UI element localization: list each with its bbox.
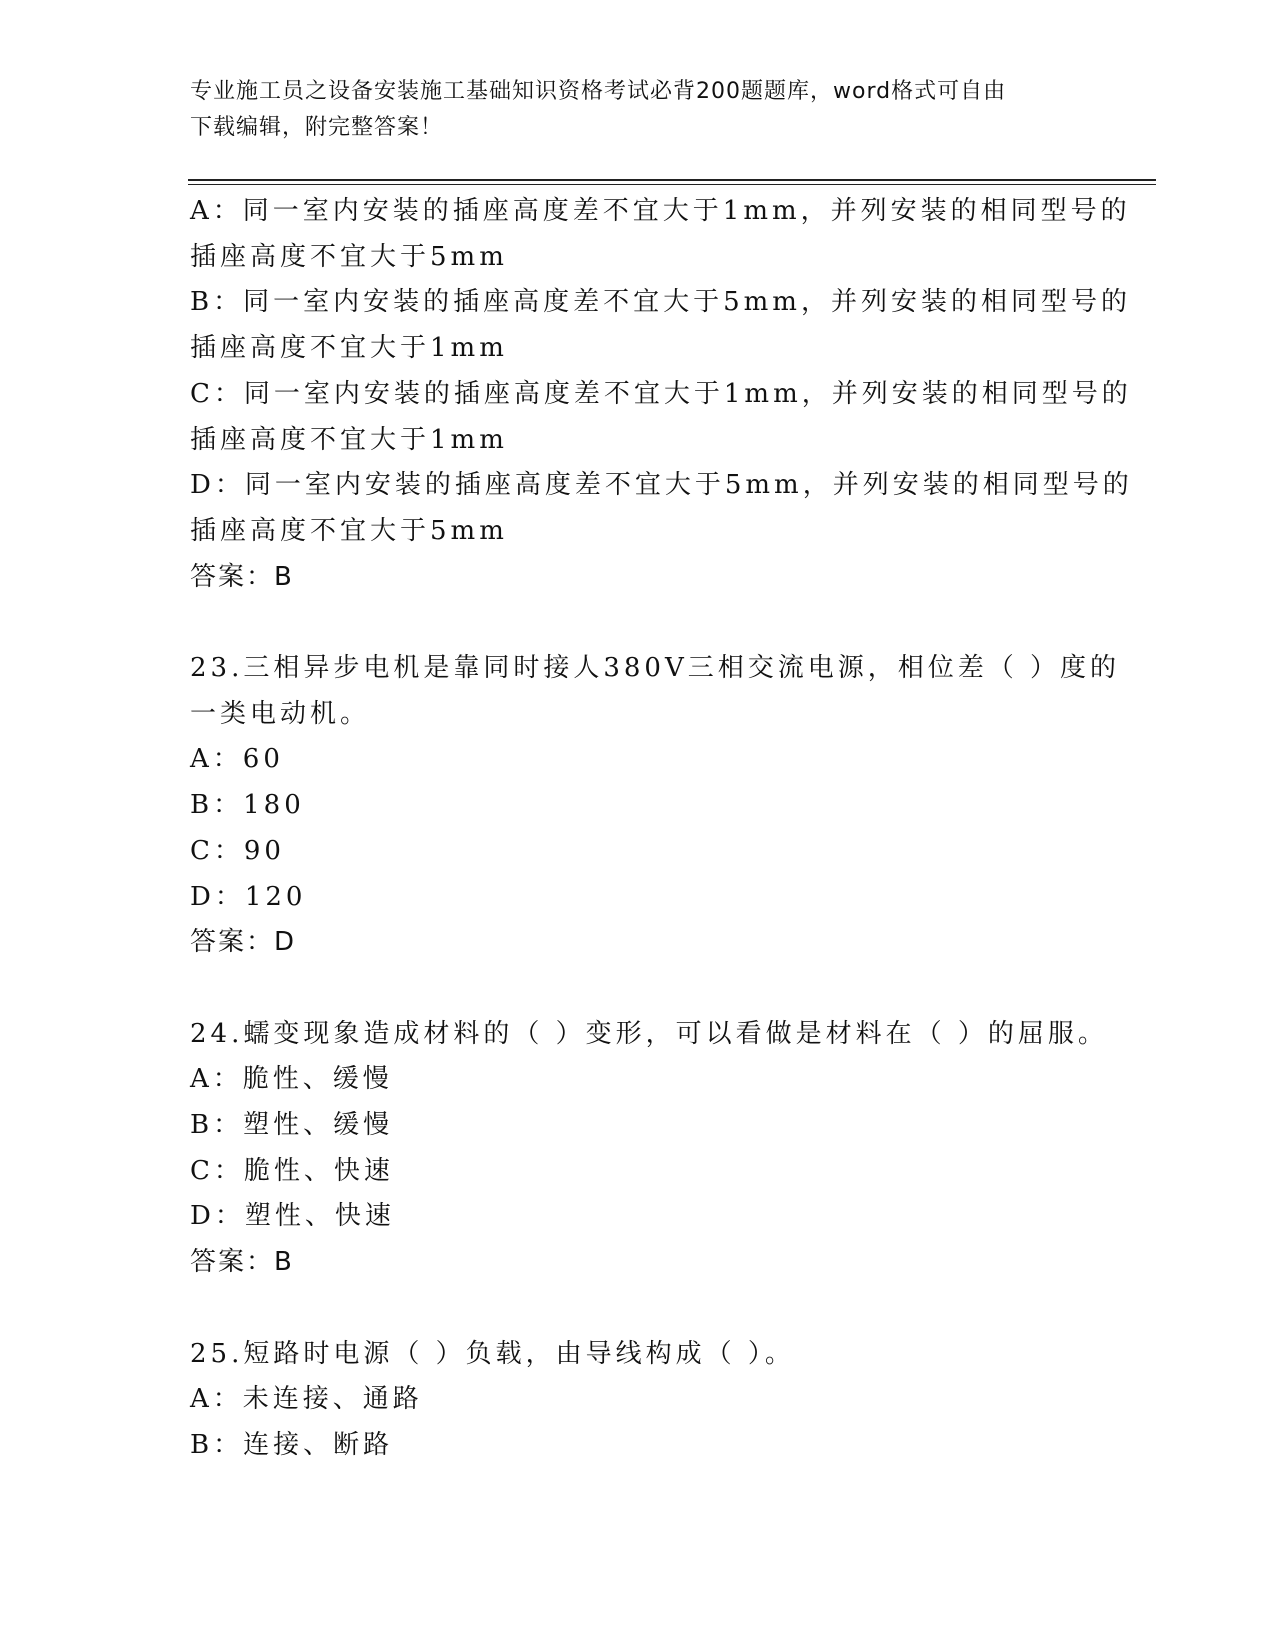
- option-c: C：90: [190, 835, 285, 866]
- question-22: [190, 189, 1133, 600]
- spacer: [190, 600, 1090, 646]
- option-a: A：脆性、缓慢: [190, 1064, 393, 1095]
- spacer: [190, 1286, 1090, 1332]
- option-a-line-1: A：同一室内安装的插座高度差不宜大于1mm，并列安装的相同型号的: [190, 196, 1131, 226]
- header-title-line-2: 下载编辑，附完整答案！: [190, 115, 444, 140]
- question-stem: 25.短路时电源（ ）负载，由导线构成（ ）。: [190, 1338, 795, 1369]
- question-stem: 24.蠕变现象造成材料的（ ）变形，可以看做是材料在（ ）的屈服。: [190, 1018, 1108, 1049]
- option-b: B：连接、断路: [190, 1429, 394, 1460]
- option-b-line-2: 插座高度不宜大于1mm: [190, 333, 508, 364]
- question-list: [190, 189, 1133, 1469]
- option-a: A：未连接、通路: [190, 1384, 423, 1415]
- option-a-line-2: 插座高度不宜大于5mm: [190, 241, 508, 272]
- answer: 答案：D: [190, 927, 297, 958]
- question-25: [190, 1332, 1090, 1469]
- answer: 答案：B: [190, 1247, 294, 1278]
- option-a: A：60: [190, 744, 284, 775]
- option-b: B：塑性、缓慢: [190, 1110, 394, 1141]
- question-stem-line-1: 23.三相异步电机是靠同时接人380V三相交流电源，相位差（ ）度的: [190, 653, 1121, 684]
- option-d: D：120: [190, 881, 307, 912]
- question-24: [190, 1012, 1108, 1286]
- header-divider-thin: [188, 184, 1156, 185]
- answer: 答案：B: [190, 561, 294, 592]
- header-divider-thick: [188, 179, 1156, 181]
- option-c-line-2: 插座高度不宜大于1mm: [190, 424, 508, 455]
- option-d: D：塑性、快速: [190, 1201, 395, 1232]
- option-c-line-1: C：同一室内安装的插座高度差不宜大于1mm，并列安装的相同型号的: [190, 378, 1132, 409]
- question-stem-line-2: 一类电动机。: [190, 698, 371, 729]
- document-header: [190, 74, 1090, 146]
- option-b: B：180: [190, 790, 305, 821]
- option-d-line-2: 插座高度不宜大于5mm: [190, 515, 508, 546]
- option-d-line-1: D：同一室内安装的插座高度差不宜大于5mm，并列安装的相同型号的: [190, 470, 1133, 501]
- question-23: [190, 646, 1121, 966]
- header-title-line-1: 专业施工员之设备安装施工基础知识资格考试必背200题题库，word格式可自由: [190, 79, 1007, 104]
- option-c: C：脆性、快速: [190, 1155, 394, 1186]
- spacer: [190, 966, 1090, 1012]
- option-b-line-1: B：同一室内安装的插座高度差不宜大于5mm，并列安装的相同型号的: [190, 287, 1131, 318]
